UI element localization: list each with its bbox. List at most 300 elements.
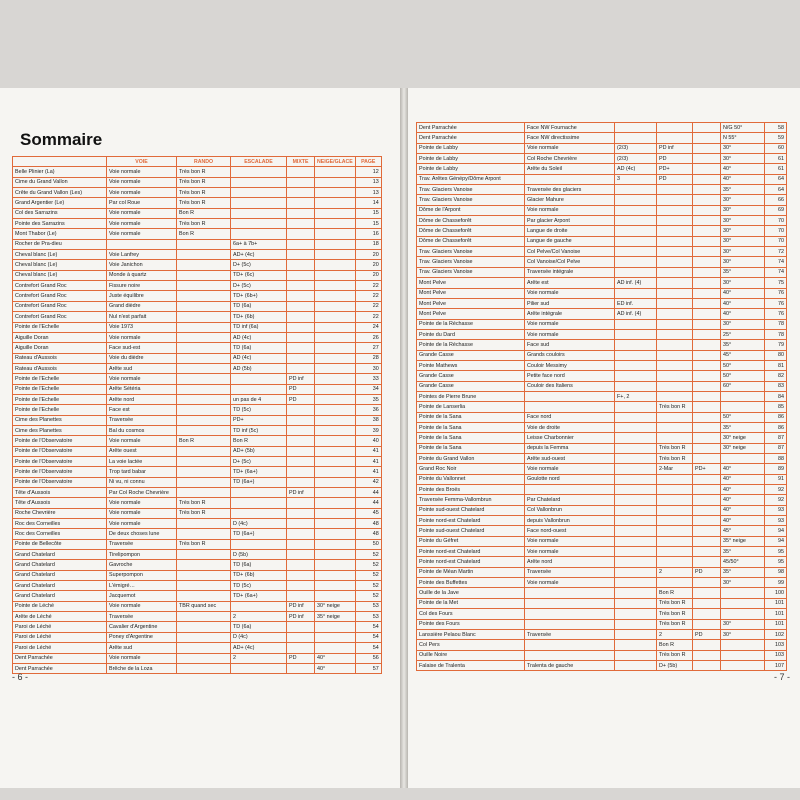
table-cell <box>615 433 657 443</box>
table-cell: Par glacier Arpont <box>525 216 615 226</box>
table-cell: 20 <box>355 250 381 260</box>
table-cell: Mont Pelve <box>417 278 525 288</box>
table-cell: 59 <box>765 133 787 143</box>
table-cell: Paroi de Léché <box>13 632 107 642</box>
table-cell <box>693 495 721 505</box>
table-cell: De deux choses lune <box>107 529 177 539</box>
table-cell: N/G 50° <box>721 123 765 133</box>
table-cell <box>615 557 657 567</box>
table-cell <box>615 340 657 350</box>
table-cell <box>525 402 615 412</box>
table-cell: 30° <box>721 578 765 588</box>
table-cell <box>107 239 177 249</box>
column-header: PAGE <box>355 157 381 167</box>
table-cell: AD (4c) <box>231 353 287 363</box>
table-cell <box>315 529 356 539</box>
table-cell <box>693 329 721 339</box>
table-cell: Pointe de la Réchasse <box>417 340 525 350</box>
table-cell: 54 <box>355 622 381 632</box>
table-row <box>13 229 382 239</box>
table-row <box>417 443 787 453</box>
table-cell: 69 <box>765 205 787 215</box>
table-cell <box>615 319 657 329</box>
table-cell: 15 <box>355 208 381 218</box>
table-cell: 40° <box>721 288 765 298</box>
table-row <box>13 177 382 187</box>
table-cell <box>315 167 356 177</box>
table-cell: 18 <box>355 239 381 249</box>
table-cell <box>657 350 693 360</box>
table-cell: 95 <box>765 547 787 557</box>
table-cell <box>693 578 721 588</box>
column-header: NEIGE/GLACE <box>315 157 356 167</box>
table-cell <box>231 208 287 218</box>
table-cell <box>721 391 765 401</box>
table-cell <box>693 143 721 153</box>
table-cell: 41 <box>355 467 381 477</box>
table-cell <box>693 505 721 515</box>
table-cell <box>657 133 693 143</box>
table-cell <box>693 164 721 174</box>
table-cell: Traversée <box>525 629 615 639</box>
table-cell <box>657 381 693 391</box>
table-cell <box>287 498 315 508</box>
table-cell <box>315 229 356 239</box>
table-cell: 103 <box>765 640 787 650</box>
table-cell: L'émigré… <box>107 581 177 591</box>
table-cell: Arête sud-ouest <box>525 454 615 464</box>
table-cell: AD inf. (4) <box>615 309 657 319</box>
table-row <box>417 474 787 484</box>
table-row <box>417 247 787 257</box>
table-cell <box>615 454 657 464</box>
table-cell: Contrefort Grand Roc <box>13 312 107 322</box>
table-cell: 44 <box>355 488 381 498</box>
table-row <box>13 601 382 611</box>
table-row <box>417 660 787 670</box>
table-row <box>417 422 787 432</box>
table-cell <box>693 360 721 370</box>
table-cell <box>315 322 356 332</box>
table-cell <box>315 301 356 311</box>
table-cell: 60° <box>721 381 765 391</box>
table-row <box>13 343 382 353</box>
table-cell: Mont Pelve <box>417 298 525 308</box>
table-cell: 54 <box>355 643 381 653</box>
table-cell: 61 <box>765 164 787 174</box>
table-cell <box>177 560 231 570</box>
table-cell: 78 <box>765 329 787 339</box>
table-cell: Arête est <box>525 278 615 288</box>
table-cell <box>657 340 693 350</box>
table-cell <box>177 353 231 363</box>
table-cell <box>657 309 693 319</box>
table-cell <box>721 650 765 660</box>
table-cell: Pointe de la Sana <box>417 422 525 432</box>
table-cell: AD+ (4c) <box>231 643 287 653</box>
table-cell: D+ (5c) <box>231 260 287 270</box>
table-cell: 74 <box>765 267 787 277</box>
table-cell: 52 <box>355 581 381 591</box>
table-cell: Col Vallonbrun <box>525 505 615 515</box>
table-row <box>417 464 787 474</box>
table-cell: Pointe des Fours <box>417 619 525 629</box>
table-cell: Pointe nord-est Chatelard <box>417 547 525 557</box>
table-cell: Mont Pelve <box>417 288 525 298</box>
table-cell <box>525 609 615 619</box>
table-cell: Gavroche <box>107 560 177 570</box>
table-cell: TD (6a+) <box>231 477 287 487</box>
table-cell <box>657 329 693 339</box>
table-cell: Face NW directissime <box>525 133 615 143</box>
table-row <box>417 360 787 370</box>
table-cell: Pointe de l'Echelle <box>13 322 107 332</box>
table-cell: Langue de droite <box>525 226 615 236</box>
table-cell: Paroi de Léché <box>13 643 107 653</box>
table-cell <box>615 422 657 432</box>
table-cell: AD inf. (4) <box>615 278 657 288</box>
table-cell: Col Pers <box>417 640 525 650</box>
table-cell: Voie normale <box>107 167 177 177</box>
table-cell: Pointe de Méan Martin <box>417 567 525 577</box>
table-cell <box>693 474 721 484</box>
table-cell <box>177 519 231 529</box>
table-cell <box>615 609 657 619</box>
table-cell: 30° <box>721 236 765 246</box>
table-cell: Pointe de la Sana <box>417 433 525 443</box>
table-cell <box>693 381 721 391</box>
table-cell <box>657 298 693 308</box>
table-cell <box>231 177 287 187</box>
table-cell: Voie normale <box>525 547 615 557</box>
table-cell: Contrefort Grand Roc <box>13 291 107 301</box>
table-cell <box>657 278 693 288</box>
table-cell: D (4c) <box>231 519 287 529</box>
table-cell <box>657 547 693 557</box>
table-row <box>417 433 787 443</box>
table-cell: 76 <box>765 298 787 308</box>
table-row <box>13 508 382 518</box>
table-cell <box>287 322 315 332</box>
table-cell: 30° <box>721 216 765 226</box>
table-cell: 40° <box>721 474 765 484</box>
table-cell: 28 <box>355 353 381 363</box>
table-row <box>417 185 787 195</box>
table-cell: 61 <box>765 154 787 164</box>
table-cell <box>693 650 721 660</box>
table-cell: Poney d'Argentine <box>107 632 177 642</box>
table-cell: Pointe de l'Observatoire <box>13 436 107 446</box>
table-cell <box>615 371 657 381</box>
table-cell <box>657 495 693 505</box>
table-cell: Goulotte nord <box>525 474 615 484</box>
table-cell <box>525 391 615 401</box>
table-cell: 70 <box>765 216 787 226</box>
table-cell: 40° <box>721 174 765 184</box>
table-cell <box>177 612 231 622</box>
table-cell: Pointe du Dard <box>417 329 525 339</box>
table-cell <box>287 508 315 518</box>
table-row <box>13 570 382 580</box>
table-row <box>13 270 382 280</box>
table-row <box>417 319 787 329</box>
table-cell: Grand Chatelard <box>13 570 107 580</box>
table-cell: 33 <box>355 374 381 384</box>
table-cell <box>615 412 657 422</box>
table-cell <box>615 350 657 360</box>
table-row <box>13 467 382 477</box>
table-cell: Trav. Glaciers Vanoise <box>417 185 525 195</box>
table-cell <box>231 663 287 673</box>
table-cell: PD <box>657 174 693 184</box>
table-cell <box>615 495 657 505</box>
table-cell: Langue de gauche <box>525 236 615 246</box>
table-cell <box>315 374 356 384</box>
table-cell: Traversée <box>107 612 177 622</box>
table-cell: 41 <box>355 456 381 466</box>
table-row <box>417 288 787 298</box>
table-cell <box>615 226 657 236</box>
table-cell: 36 <box>355 405 381 415</box>
table-cell: Lanssière Pelaou Blanc <box>417 629 525 639</box>
table-cell <box>693 433 721 443</box>
table-cell: (2/3) <box>615 143 657 153</box>
table-cell: 30° <box>721 247 765 257</box>
table-cell: 89 <box>765 464 787 474</box>
table-cell <box>177 270 231 280</box>
summary-table-right <box>416 122 787 671</box>
table-cell: AD+ (5b) <box>231 446 287 456</box>
table-row <box>417 578 787 588</box>
table-cell <box>693 247 721 257</box>
table-row <box>13 653 382 663</box>
table-cell: Pointe de l'Echelle <box>13 384 107 394</box>
table-cell <box>177 260 231 270</box>
table-cell <box>231 488 287 498</box>
table-cell <box>287 167 315 177</box>
table-cell: 52 <box>355 570 381 580</box>
table-cell <box>693 443 721 453</box>
table-row <box>417 640 787 650</box>
table-row <box>417 164 787 174</box>
table-cell: 48 <box>355 529 381 539</box>
table-row <box>13 622 382 632</box>
table-cell: Pointe de l'Echelle <box>13 394 107 404</box>
table-cell <box>287 301 315 311</box>
table-cell <box>615 123 657 133</box>
table-cell: Par col Roue <box>107 198 177 208</box>
table-cell: Trav. Glaciers Vanoise <box>417 257 525 267</box>
table-cell: Grand Chatelard <box>13 560 107 570</box>
table-cell <box>315 446 356 456</box>
table-cell <box>231 374 287 384</box>
table-row <box>13 488 382 498</box>
table-cell <box>721 454 765 464</box>
table-cell <box>657 288 693 298</box>
table-cell <box>177 591 231 601</box>
table-cell <box>177 301 231 311</box>
table-cell: Pointe de Léché <box>13 601 107 611</box>
table-cell: Bon R <box>657 588 693 598</box>
table-cell <box>657 257 693 267</box>
table-cell <box>615 195 657 205</box>
table-cell <box>615 505 657 515</box>
table-cell: 92 <box>765 495 787 505</box>
table-cell: 30° <box>721 205 765 215</box>
table-cell <box>693 123 721 133</box>
table-cell <box>177 632 231 642</box>
column-header: ESCALADE <box>231 157 287 167</box>
table-row <box>13 312 382 322</box>
table-cell: 30° <box>721 629 765 639</box>
table-cell: Col Vanoise/Col Pelve <box>525 257 615 267</box>
table-cell: 107 <box>765 660 787 670</box>
table-cell: 50° <box>721 371 765 381</box>
table-cell <box>287 250 315 260</box>
table-cell <box>315 343 356 353</box>
table-cell: Cheval blanc (Le) <box>13 260 107 270</box>
table-cell <box>615 526 657 536</box>
table-cell <box>615 536 657 546</box>
table-cell <box>693 660 721 670</box>
table-cell: Pointe sud-ouest Chatelard <box>417 505 525 515</box>
table-cell: TD (6a) <box>231 343 287 353</box>
table-cell: Pointe de la Sana <box>417 443 525 453</box>
table-cell: 30 <box>355 363 381 373</box>
table-cell <box>693 391 721 401</box>
table-cell: Voie normale <box>107 653 177 663</box>
table-cell: Très bon R <box>177 508 231 518</box>
table-cell: TD+ (6a+) <box>231 467 287 477</box>
table-cell <box>693 350 721 360</box>
table-cell <box>177 415 231 425</box>
table-cell <box>693 402 721 412</box>
table-cell <box>315 363 356 373</box>
table-row <box>13 322 382 332</box>
table-cell <box>177 405 231 415</box>
table-cell <box>287 229 315 239</box>
table-cell: 35° <box>721 267 765 277</box>
table-cell: N 55° <box>721 133 765 143</box>
table-cell <box>315 591 356 601</box>
table-cell: Pointes de Pierre Brune <box>417 391 525 401</box>
table-cell: Aiguille Doran <box>13 343 107 353</box>
table-cell <box>315 260 356 270</box>
table-cell <box>287 467 315 477</box>
table-cell <box>693 174 721 184</box>
table-cell: Rateau d'Aussois <box>13 353 107 363</box>
table-row <box>417 536 787 546</box>
table-cell: PD+ <box>693 464 721 474</box>
table-cell: Traversée <box>525 567 615 577</box>
table-cell: Bon R <box>177 229 231 239</box>
table-cell: 41 <box>355 446 381 456</box>
table-cell: Voie normale <box>525 536 615 546</box>
table-cell: Grands couloirs <box>525 350 615 360</box>
table-cell <box>615 474 657 484</box>
table-cell: Trav. Glaciers Vanoise <box>417 267 525 277</box>
table-cell: Voie normale <box>107 519 177 529</box>
table-cell <box>657 485 693 495</box>
table-cell: Voie normale <box>107 229 177 239</box>
table-cell <box>315 488 356 498</box>
table-cell: TD+ (6b) <box>231 570 287 580</box>
table-cell <box>231 229 287 239</box>
table-cell: Paroi de Léché <box>13 622 107 632</box>
table-cell: Face sud <box>525 340 615 350</box>
table-cell: Trav. Arêtes Génépy/Dôme Arpont <box>417 174 525 184</box>
table-cell <box>287 570 315 580</box>
table-cell <box>177 529 231 539</box>
right-page <box>408 88 800 788</box>
table-cell <box>315 394 356 404</box>
table-cell: 30° neige <box>721 443 765 453</box>
table-row <box>417 195 787 205</box>
table-cell: Traversée <box>107 415 177 425</box>
table-cell: Nul n'est parfait <box>107 312 177 322</box>
table-cell: Pointe nord-est Chatelard <box>417 516 525 526</box>
table-cell <box>287 425 315 435</box>
table-cell: Brêche de la Loza <box>107 663 177 673</box>
table-cell <box>315 477 356 487</box>
table-cell: Pointe de Labby <box>417 154 525 164</box>
table-cell: 13 <box>355 177 381 187</box>
table-cell <box>615 650 657 660</box>
table-cell <box>287 208 315 218</box>
table-cell: 93 <box>765 505 787 515</box>
table-cell: Cime du Grand Vallon <box>13 177 107 187</box>
table-row <box>417 329 787 339</box>
table-cell: Grand Argentier (Le) <box>13 198 107 208</box>
table-cell: 12 <box>355 167 381 177</box>
table-cell <box>657 216 693 226</box>
table-cell: (2/3) <box>615 154 657 164</box>
book-gutter <box>400 88 408 788</box>
table-cell: 44 <box>355 498 381 508</box>
table-cell <box>657 360 693 370</box>
table-cell: PD <box>287 653 315 663</box>
table-row <box>13 550 382 560</box>
table-cell: 50° <box>721 360 765 370</box>
table-cell: AD (4c) <box>231 332 287 342</box>
table-cell <box>657 516 693 526</box>
table-cell: Arête ouest <box>107 446 177 456</box>
table-cell: TD (6a) <box>231 560 287 570</box>
table-cell: Contrefort Grand Roc <box>13 281 107 291</box>
table-cell <box>657 505 693 515</box>
table-cell <box>315 384 356 394</box>
table-cell <box>287 353 315 363</box>
table-cell <box>315 456 356 466</box>
table-cell <box>315 177 356 187</box>
table-row <box>417 598 787 608</box>
table-cell: 35° <box>721 567 765 577</box>
table-cell: Très bon R <box>657 598 693 608</box>
table-cell: 87 <box>765 443 787 453</box>
table-cell <box>315 291 356 301</box>
table-cell <box>693 412 721 422</box>
table-cell: ED inf. <box>615 298 657 308</box>
table-cell: Voie normale <box>525 143 615 153</box>
table-cell: Pointe de l'Observatoire <box>13 477 107 487</box>
table-cell <box>657 412 693 422</box>
table-cell: 30° neige <box>721 433 765 443</box>
table-cell: 76 <box>765 309 787 319</box>
table-cell: Crête du Grand Vallon (Les) <box>13 188 107 198</box>
table-cell <box>657 185 693 195</box>
table-cell: 94 <box>765 536 787 546</box>
table-cell: Face sud-est <box>107 343 177 353</box>
